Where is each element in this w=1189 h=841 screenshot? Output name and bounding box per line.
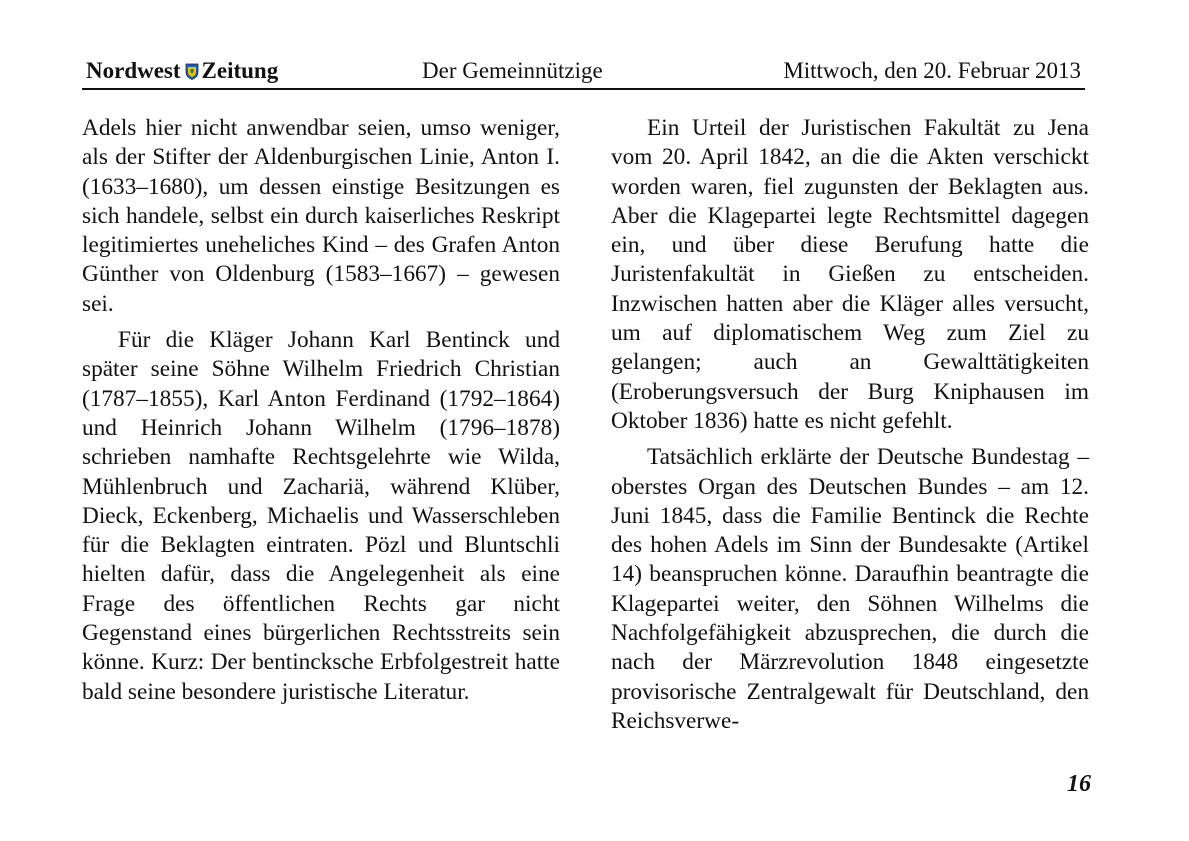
paragraph: Für die Kläger Johann Karl Bentinck und später seine Söhne Wilhelm Friedrich Christian (1787–1855), Karl Anton Ferdinand (1792–1864) und Heinrich Johann Wilhelm (1796–1878) schrieben namhafte Rechtsgelehrte wie Wilda, Mühlenbruch und Zachariä, während Klüber, Dieck, Eckenberg, Michaelis und Wasserschleben für die Beklagten eintraten. Pözl und Bluntschli hielten dafür, dass die Angelegenheit als eine Frage des öffentlichen Rechts gar nicht Gegenstand eines bürgerlichen Rechtsstreits sein könne. Kurz: Der bentincksche Erbfolgestreit hatte bald seine besondere juristische Literatur. — [82, 327, 560, 705]
logo-word-zeitung: Zeitung — [201, 58, 279, 83]
newspaper-logo — [86, 58, 278, 84]
paragraph: Tatsächlich erklärte der Deutsche Bundestag – oberstes Organ des Deutschen Bundes – am 12. Juni 1845, dass die Familie Bentinck die Rechte des hohen Adels im Sinn der Bundesakte (Artikel 14) beanspruchen könne. Daraufhin beantragte die Klagepartei weiter, den Söhnen Wilhelms die Nachfolgefähigkeit abzusprechen, die durch die nach der Märzrevolution 1848 eingesetzte provisorische Zentralgewalt für Deutschland, den Reichsverwe- — [611, 444, 1089, 734]
page-number: 16 — [1067, 771, 1091, 797]
section-title: Der Gemeinnützige — [422, 58, 603, 83]
paragraph: Adels hier nicht anwendbar seien, umso weniger, als der Stifter der Aldenburgischen Linie, Anton I. (1633–1680), um dessen einstige Besitzungen es sich handele, selbst ein durch kaiserliches Reskript legitimiertes uneheliches Kind – des Grafen Anton Günther von Oldenburg (1583–1667) – gewesen sei. — [82, 115, 560, 317]
crest-icon — [185, 63, 199, 80]
left-column — [82, 114, 560, 714]
page-header — [82, 58, 1085, 90]
right-column — [611, 114, 1089, 743]
paragraph: Ein Urteil der Juristischen Fakultät zu Jena vom 20. April 1842, an die die Akten verschickt worden waren, fiel zugunsten der Beklagten aus. Aber die Klagepartei legte Rechtsmittel dagegen ein, und über diese Berufung hatte die Juristenfakultät in Gießen zu entscheiden. Inzwischen hatten aber die Kläger alles versucht, um auf diplomatischem Weg zum Ziel zu gelangen; auch an Gewalttätigkeiten (Eroberungsversuch der Burg Kniphausen im Oktober 1836) hatte es nicht gefehlt. — [611, 115, 1089, 434]
logo-word-nordwest: Nordwest — [86, 58, 181, 83]
issue-date: Mittwoch, den 20. Februar 2013 — [783, 58, 1081, 83]
